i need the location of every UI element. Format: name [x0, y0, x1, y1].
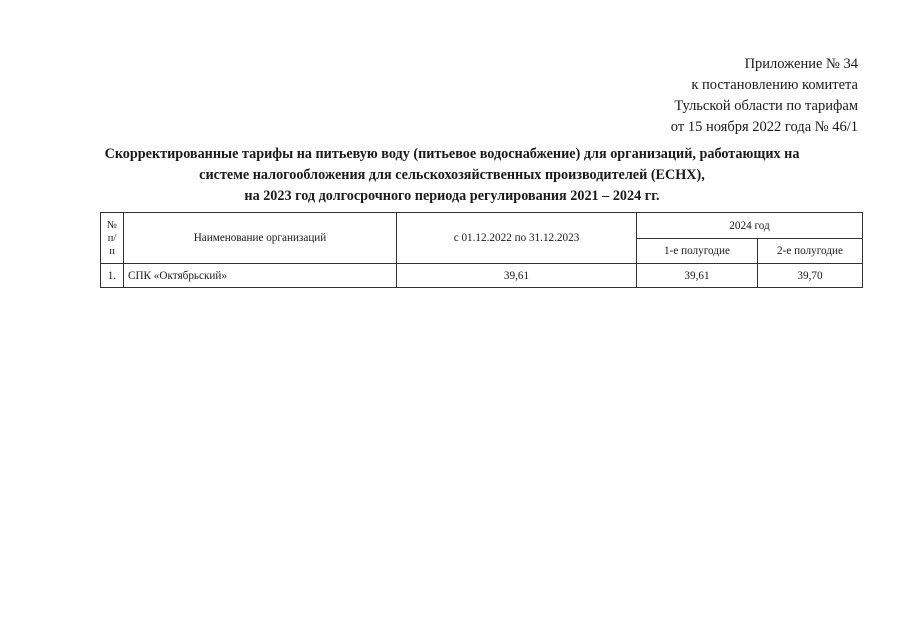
table-row [101, 264, 863, 288]
appendix-date: от 15 ноября 2022 года № 46/1 [670, 119, 858, 135]
appendix-committee: Тульской области по тарифам [674, 98, 858, 114]
header-second-half: 2-е полугодие [758, 239, 863, 264]
document-title [60, 144, 844, 207]
tariffs-table [100, 212, 863, 288]
appendix-header [671, 54, 858, 138]
header-period: с 01.12.2022 по 31.12.2023 [397, 213, 637, 264]
title-line-3: на 2023 год долгосрочного периода регулирования 2021 – 2024 гг. [244, 188, 660, 204]
row-number: 1. [101, 264, 124, 288]
row-organization: СПК «Октябрьский» [124, 264, 397, 288]
appendix-reference: к постановлению комитета [691, 77, 858, 93]
header-number [101, 213, 124, 264]
row-first-half-tariff: 39,61 [637, 264, 758, 288]
header-first-half: 1-е полугодие [637, 239, 758, 264]
row-second-half-tariff: 39,70 [758, 264, 863, 288]
title-line-1: Скорректированные тарифы на питьевую воду (питьевое водоснабжение) для организаций, работающих на [104, 146, 800, 162]
header-number-sign: № [106, 219, 118, 231]
appendix-number: Приложение № 34 [744, 56, 858, 72]
title-line-2: системе налогообложения для сельскохозяйственных производителей (ЕСНХ), [199, 167, 705, 183]
row-period-tariff: 39,61 [397, 264, 637, 288]
header-number-abbrev: п/п [107, 232, 117, 257]
header-year-2024: 2024 год [637, 213, 863, 239]
header-organization: Наименование организаций [124, 213, 397, 264]
